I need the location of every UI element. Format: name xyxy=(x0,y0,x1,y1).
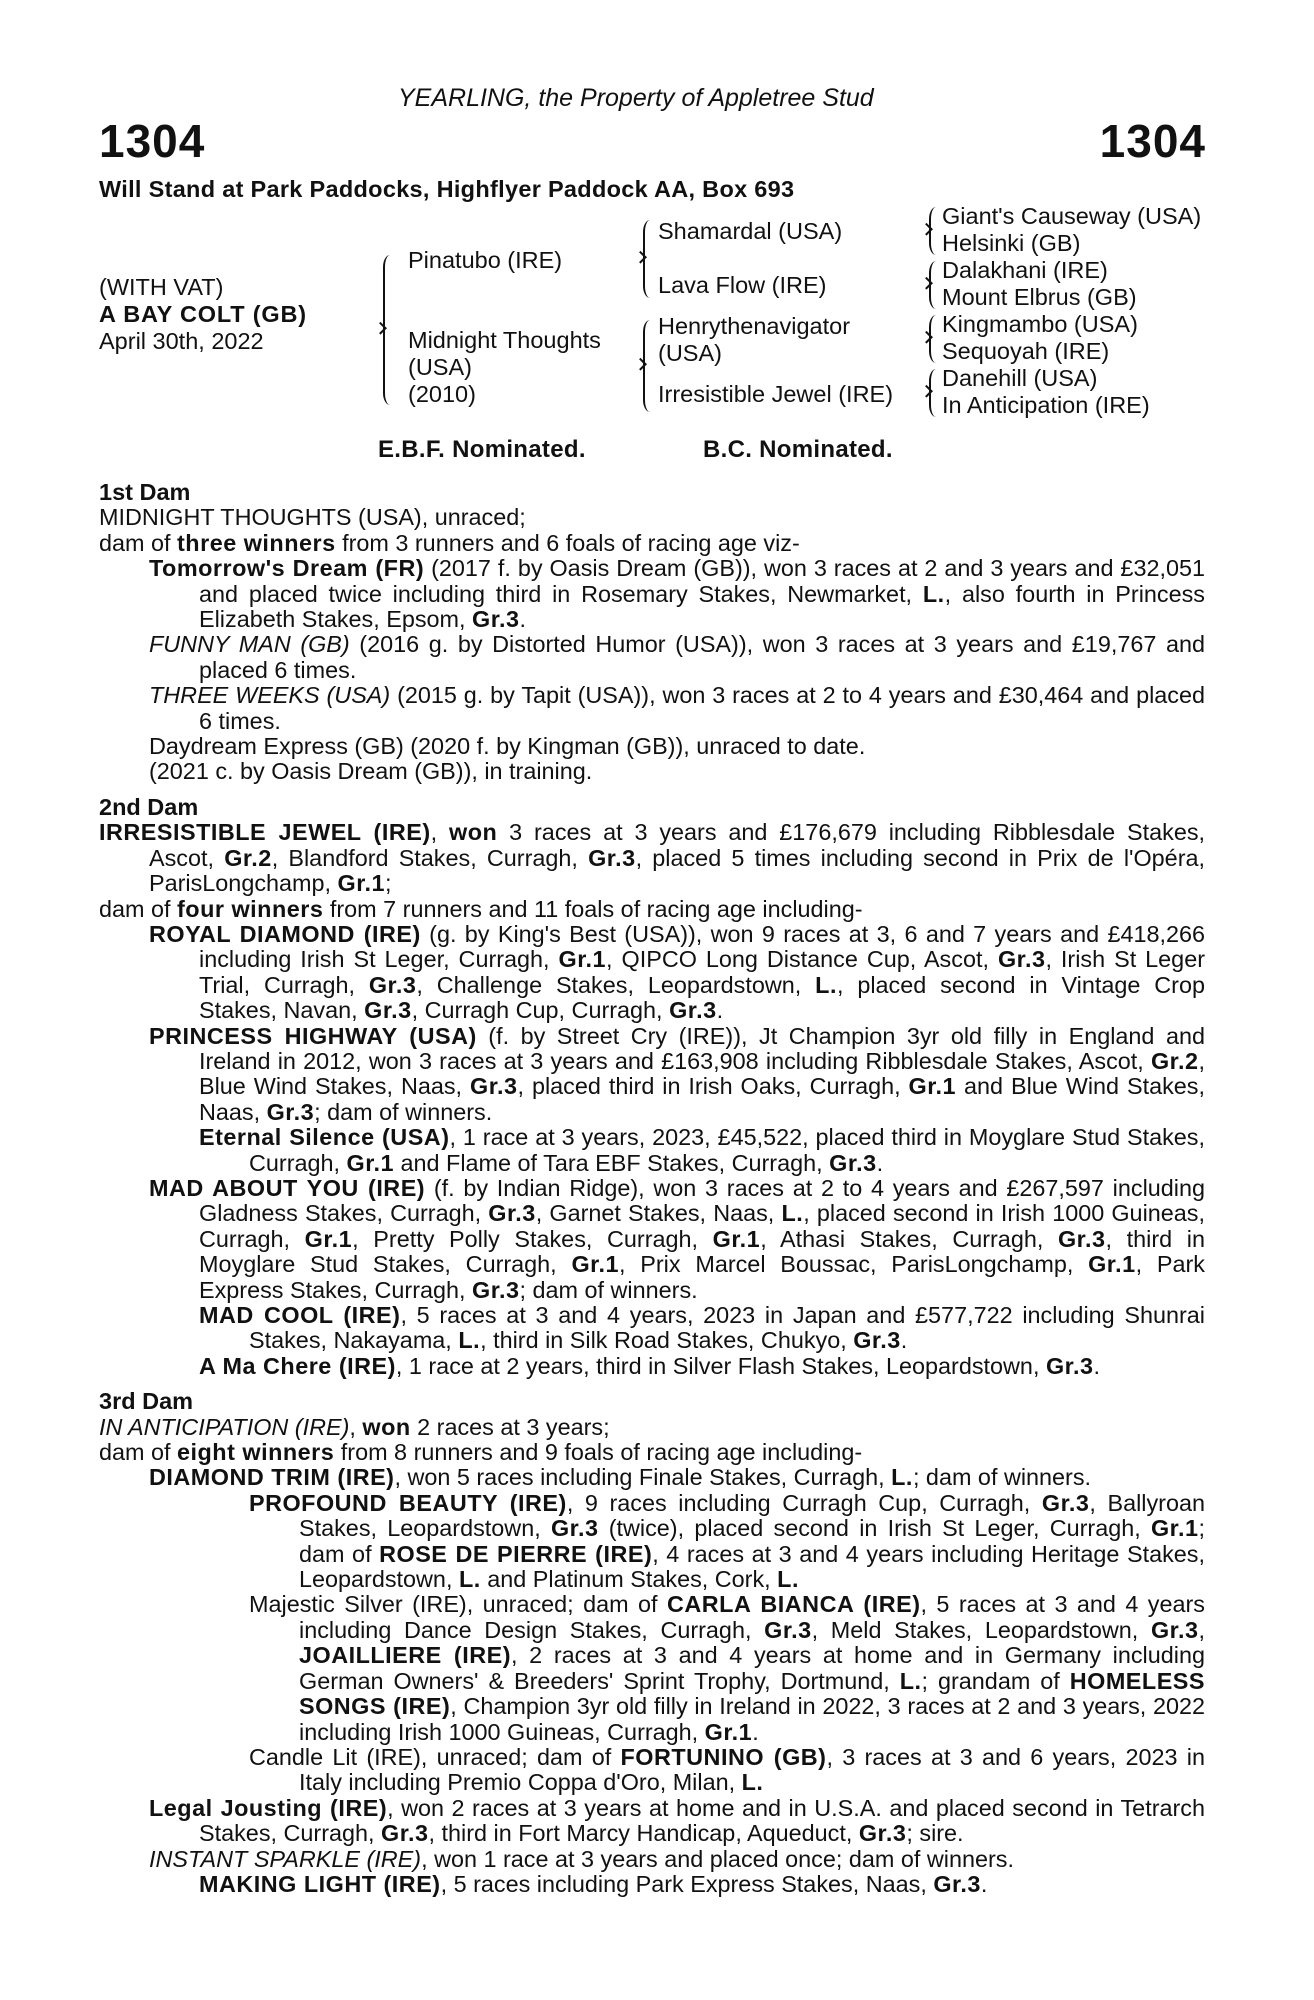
catalogue-body xyxy=(99,480,1205,1897)
second-dam-produce-summary: dam of four winners from 7 runners and 11 foals of racing age including- xyxy=(99,895,863,922)
grand-produce-entry: Majestic Silver (IRE), unraced; dam of CARLA BIANCA (IRE), 5 races at 3 and 4 years including Dance Design Stakes, Curragh, Gr.3, Meld Stakes, Leopardstown, Gr.3, JOAILLIERE (IRE), 2 races at 3 and 4 years at home and in Germany including German Owners' & Breeders' Sprint Trophy, Dortmund, L.; grandam of HOMELESS SONGS (IRE), Champion 3yr old filly in Ireland in 2022, 3 races at 2 and 3 years, 2022 including Irish 1000 Guineas, Curragh, Gr.1. xyxy=(249,1591,1205,1745)
pedigree-brace-dam xyxy=(643,320,652,412)
produce-entry: Tomorrow's Dream (FR) (2017 f. by Oasis Dream (GB)), won 3 races at 2 and 3 years and £32,051 and placed twice including third in Rosemary Stakes, Newmarket, L., also fourth in Princess Elizabeth Stakes, Epsom, Gr.3. xyxy=(149,555,1205,633)
dam-name-line2: (USA) xyxy=(408,354,472,380)
sd-sire: Dalakhani (IRE) xyxy=(942,257,1108,283)
sire-sire: Shamardal (USA) xyxy=(658,218,843,244)
first-dam-line: MIDNIGHT THOUGHTS (USA), unraced; xyxy=(99,504,526,531)
date-of-birth: April 30th, 2022 xyxy=(99,328,264,354)
produce-entry: MAD ABOUT YOU (IRE) (f. by Indian Ridge), won 3 races at 2 to 4 years and £267,597 including Gladness Stakes, Curragh, Gr.3, Garnet Stakes, Naas, L., placed second in Irish 1000 Guineas, Curragh, Gr.1, Pretty Polly Stakes, Curragh, Gr.1, Athasi Stakes, Curragh, Gr.3, third in Moyglare Stud Stakes, Curragh, Gr.1, Prix Marcel Boussac, ParisLongchamp, Gr.1, Park Express Stakes, Curragh, Gr.3; dam of winners. xyxy=(149,1174,1206,1303)
ss-sire: Giant's Causeway (USA) xyxy=(942,203,1202,229)
pedigree-brace-ss xyxy=(929,207,938,255)
first-dam-produce-summary: dam of three winners from 3 runners and 6 foals of racing age viz- xyxy=(99,529,800,556)
grand-produce-entry: MAD COOL (IRE), 5 races at 3 and 4 years, 2023 in Japan and £577,722 including Shunrai Stakes, Nakayama, L., third in Silk Road Stakes, Chukyo, Gr.3. xyxy=(199,1302,1205,1354)
sire-name: Pinatubo (IRE) xyxy=(408,247,563,273)
ss-dam: Helsinki (GB) xyxy=(942,230,1081,256)
dam-dam: Irresistible Jewel (IRE) xyxy=(658,381,894,407)
grand-produce-entry: MAKING LIGHT (IRE), 5 races including Park Express Stakes, Naas, Gr.3. xyxy=(199,1870,988,1897)
produce-entry: PRINCESS HIGHWAY (USA) (f. by Street Cry (IRE)), Jt Champion 3yr old filly in England and Ireland in 2012, won 3 races at 3 years and £163,908 including Ribblesdale Stakes, Ascot, Gr.2, Blue Wind Stakes, Naas, Gr.3, placed third in Irish Oaks, Curragh, Gr.1 and Blue Wind Stakes, Naas, Gr.3; dam of winners. xyxy=(149,1022,1205,1125)
catalogue-subtitle: YEARLING, the Property of Appletree Stud xyxy=(398,84,874,112)
grand-produce-entry: A Ma Chere (IRE), 1 race at 2 years, third in Silver Flash Stakes, Leopardstown, Gr.3. xyxy=(199,1352,1100,1379)
produce-entry: Legal Jousting (IRE), won 2 races at 3 years at home and in U.S.A. and placed second in Tetrarch Stakes, Curragh, Gr.3, third in Fort Marcy Handicap, Aqueduct, Gr.3; sire. xyxy=(149,1794,1205,1847)
pedigree-brace-sire xyxy=(643,220,652,298)
produce-entry: DIAMOND TRIM (IRE), won 5 races including Finale Stakes, Curragh, L.; dam of winners. xyxy=(149,1464,1092,1491)
dam-sire-line2: (USA) xyxy=(658,340,722,366)
pedigree-brace-ds xyxy=(929,315,938,363)
vat-note: (WITH VAT) xyxy=(99,274,224,300)
bc-nominated: B.C. Nominated. xyxy=(703,436,893,463)
dam-sire-line1: Henrythenavigator xyxy=(658,313,851,339)
grand-produce-entry: Eternal Silence (USA), 1 race at 3 years, 2023, £45,522, placed third in Moyglare Stud Stakes, Curragh, Gr.1 and Flame of Tara EBF Stakes, Curragh, Gr.3. xyxy=(199,1124,1205,1176)
third-dam-record: IN ANTICIPATION (IRE), won 2 races at 3 years; xyxy=(99,1413,610,1440)
pedigree-brace-sd xyxy=(929,261,938,309)
ds-sire: Kingmambo (USA) xyxy=(942,311,1138,337)
dd-dam: In Anticipation (IRE) xyxy=(942,392,1150,418)
sd-dam: Mount Elbrus (GB) xyxy=(942,284,1137,310)
produce-entry: THREE WEEKS (USA) (2015 g. by Tapit (USA)), won 3 races at 2 to 4 years and £30,464 and placed 6 times. xyxy=(149,682,1205,734)
produce-entry: INSTANT SPARKLE (IRE), won 1 race at 3 years and placed once; dam of winners. xyxy=(149,1845,1014,1872)
stand-location: Will Stand at Park Paddocks, Highflyer Paddock AA, Box 693 xyxy=(99,176,795,202)
horse-name: A BAY COLT (GB) xyxy=(99,301,307,327)
grand-produce-entry: Candle Lit (IRE), unraced; dam of FORTUNINO (GB), 3 races at 3 and 6 years, 2023 in Italy including Premio Coppa d'Oro, Milan, L. xyxy=(249,1743,1205,1796)
second-dam-heading: 2nd Dam xyxy=(99,793,199,820)
dam-year: (2010) xyxy=(408,381,476,407)
grand-produce-entry: PROFOUND BEAUTY (IRE), 9 races including Curragh Cup, Curragh, Gr.3, Ballyroan Stakes, Leopardstown, Gr.3 (twice), placed second in Irish St Leger, Curragh, Gr.1; dam of ROSE DE PIERRE (IRE), 4 races at 3 and 4 years including Heritage Stakes, Leopardstown, L. and Platinum Stakes, Cork, L. xyxy=(249,1489,1205,1593)
produce-entry: (2021 c. by Oasis Dream (GB)), in training. xyxy=(149,758,593,785)
dd-sire: Danehill (USA) xyxy=(942,365,1098,391)
produce-entry: Daydream Express (GB) (2020 f. by Kingman (GB)), unraced to date. xyxy=(149,733,866,760)
pedigree-brace-dd xyxy=(929,369,938,417)
third-dam-produce-summary: dam of eight winners from 8 runners and 9 foals of racing age including- xyxy=(99,1439,863,1466)
third-dam-heading: 3rd Dam xyxy=(99,1388,194,1415)
dam-name-line1: Midnight Thoughts xyxy=(408,327,601,353)
second-dam-record: IRRESISTIBLE JEWEL (IRE), won 3 races at 3 years and £176,679 including Ribblesdale Stakes, Ascot, Gr.2, Blandford Stakes, Curragh, Gr.3, placed 5 times including second in Prix de l'Opéra, ParisLongchamp, Gr.1; xyxy=(99,819,1206,897)
ebf-nominated: E.B.F. Nominated. xyxy=(378,436,586,463)
produce-entry: ROYAL DIAMOND (IRE) (g. by King's Best (USA)), won 9 races at 3, 6 and 7 years and £418,266 including Irish St Leger, Curragh, Gr.1, QIPCO Long Distance Cup, Ascot, Gr.3, Irish St Leger Trial, Curragh, Gr.3, Challenge Stakes, Leopardstown, L., placed second in Vintage Crop Stakes, Navan, Gr.3, Curragh Cup, Curragh, Gr.3. xyxy=(149,920,1206,1024)
produce-entry: FUNNY MAN (GB) (2016 g. by Distorted Humor (USA)), won 3 races at 3 years and £19,767 and placed 6 times. xyxy=(149,631,1205,683)
first-dam-heading: 1st Dam xyxy=(99,479,191,505)
sire-dam: Lava Flow (IRE) xyxy=(658,272,827,298)
lot-number-left: 1304 xyxy=(99,115,206,167)
ds-dam: Sequoyah (IRE) xyxy=(942,338,1110,364)
lot-number-right: 1304 xyxy=(1099,115,1206,167)
pedigree-brace-gen1 xyxy=(383,255,392,405)
